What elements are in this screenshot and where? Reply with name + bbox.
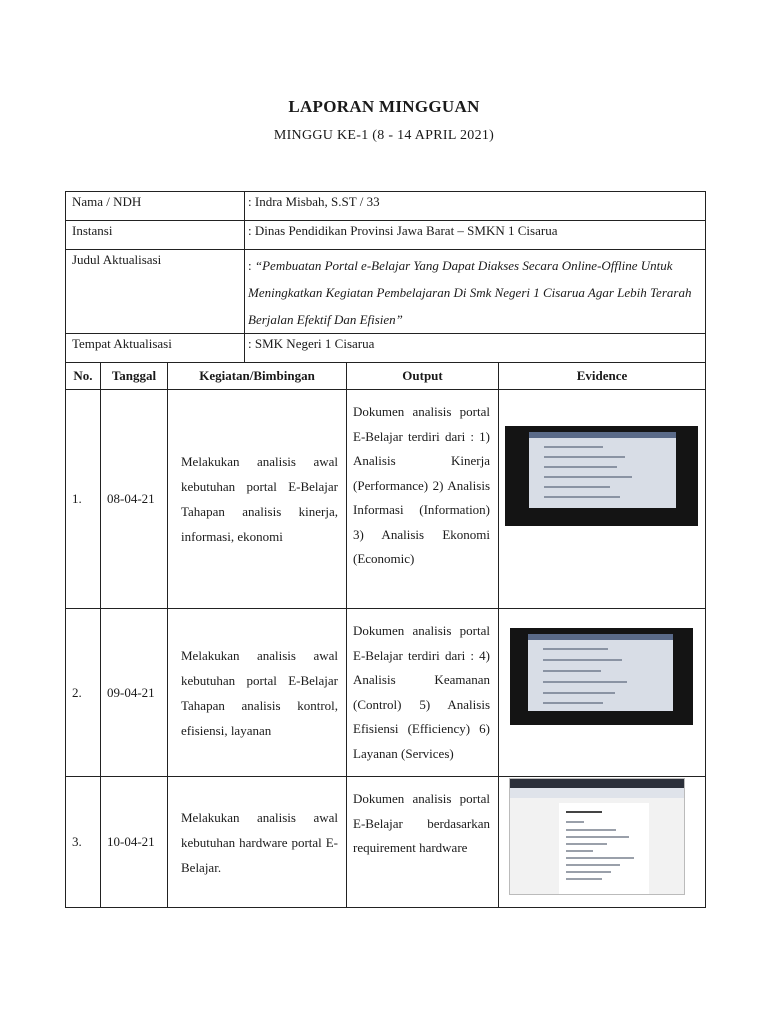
row-evidence [499, 609, 706, 777]
col-tanggal: Tanggal [101, 363, 168, 390]
row-kegiatan: Melakukan analisis awal kebutuhan portal E-Belajar Tahapan analisis kinerja, informasi, ekonomi [168, 390, 347, 609]
table-row [66, 777, 706, 908]
instansi-value: : Dinas Pendidikan Provinsi Jawa Barat – SMKN 1 Cisarua [245, 221, 706, 250]
tempat-value: : SMK Negeri 1 Cisarua [245, 334, 706, 363]
page-subtitle: MINGGU KE-1 (8 - 14 APRIL 2021) [273, 128, 495, 143]
info-row-nama [66, 192, 706, 221]
tempat-label: Tempat Aktualisasi [66, 334, 245, 363]
row-no: 2. [66, 609, 101, 777]
info-row-tempat [66, 334, 706, 363]
row-evidence [499, 390, 706, 609]
row-tanggal: 08-04-21 [101, 390, 168, 609]
judul-value: “Pembuatan Portal e-Belajar Yang Dapat Diakses Secara Online-Offline Untuk Meningkatkan Kegiatan Pembelajaran Di Smk Negeri 1 Cisarua Agar Lebih Terarah Berjalan Efektif Dan Efisien” [248, 258, 692, 327]
page-title: LAPORAN MINGGUAN [288, 97, 480, 116]
judul-label: Judul Aktualisasi [66, 250, 245, 334]
judul-prefix: : [248, 258, 255, 273]
info-row-instansi [66, 221, 706, 250]
row-output: Dokumen analisis portal E-Belajar terdiri dari : 1) Analisis Kinerja (Performance) 2) Analisis Informasi (Information) 3) Analisis Ekonomi (Economic) [347, 390, 499, 609]
col-kegiatan: Kegiatan/Bimbingan [168, 363, 347, 390]
row-tanggal: 09-04-21 [101, 609, 168, 777]
nama-value: : Indra Misbah, S.ST / 33 [245, 192, 706, 221]
instansi-label: Instansi [66, 221, 245, 250]
info-row-judul [66, 250, 706, 334]
col-output: Output [347, 363, 499, 390]
row-evidence [499, 777, 706, 908]
laptop-screen-photo-icon [510, 628, 693, 725]
row-kegiatan: Melakukan analisis awal kebutuhan hardware portal E-Belajar. [168, 777, 347, 908]
laptop-screen-photo-icon [505, 426, 698, 526]
report-table [65, 191, 706, 908]
nama-label: Nama / NDH [66, 192, 245, 221]
col-evidence: Evidence [499, 363, 706, 390]
table-row [66, 390, 706, 609]
row-no: 1. [66, 390, 101, 609]
row-no: 3. [66, 777, 101, 908]
document-screenshot-icon [509, 778, 685, 895]
column-header-row [66, 363, 706, 390]
table-row [66, 609, 706, 777]
row-tanggal: 10-04-21 [101, 777, 168, 908]
row-output: Dokumen analisis portal E-Belajar terdiri dari : 4) Analisis Keamanan (Control) 5) Analisis Efisiensi (Efficiency) 6) Layanan (Services) [347, 609, 499, 777]
col-no: No. [66, 363, 101, 390]
row-kegiatan: Melakukan analisis awal kebutuhan portal E-Belajar Tahapan analisis kontrol, efisiensi, layanan [168, 609, 347, 777]
judul-value-cell [245, 250, 706, 334]
row-output: Dokumen analisis portal E-Belajar berdasarkan requirement hardware [347, 777, 499, 908]
